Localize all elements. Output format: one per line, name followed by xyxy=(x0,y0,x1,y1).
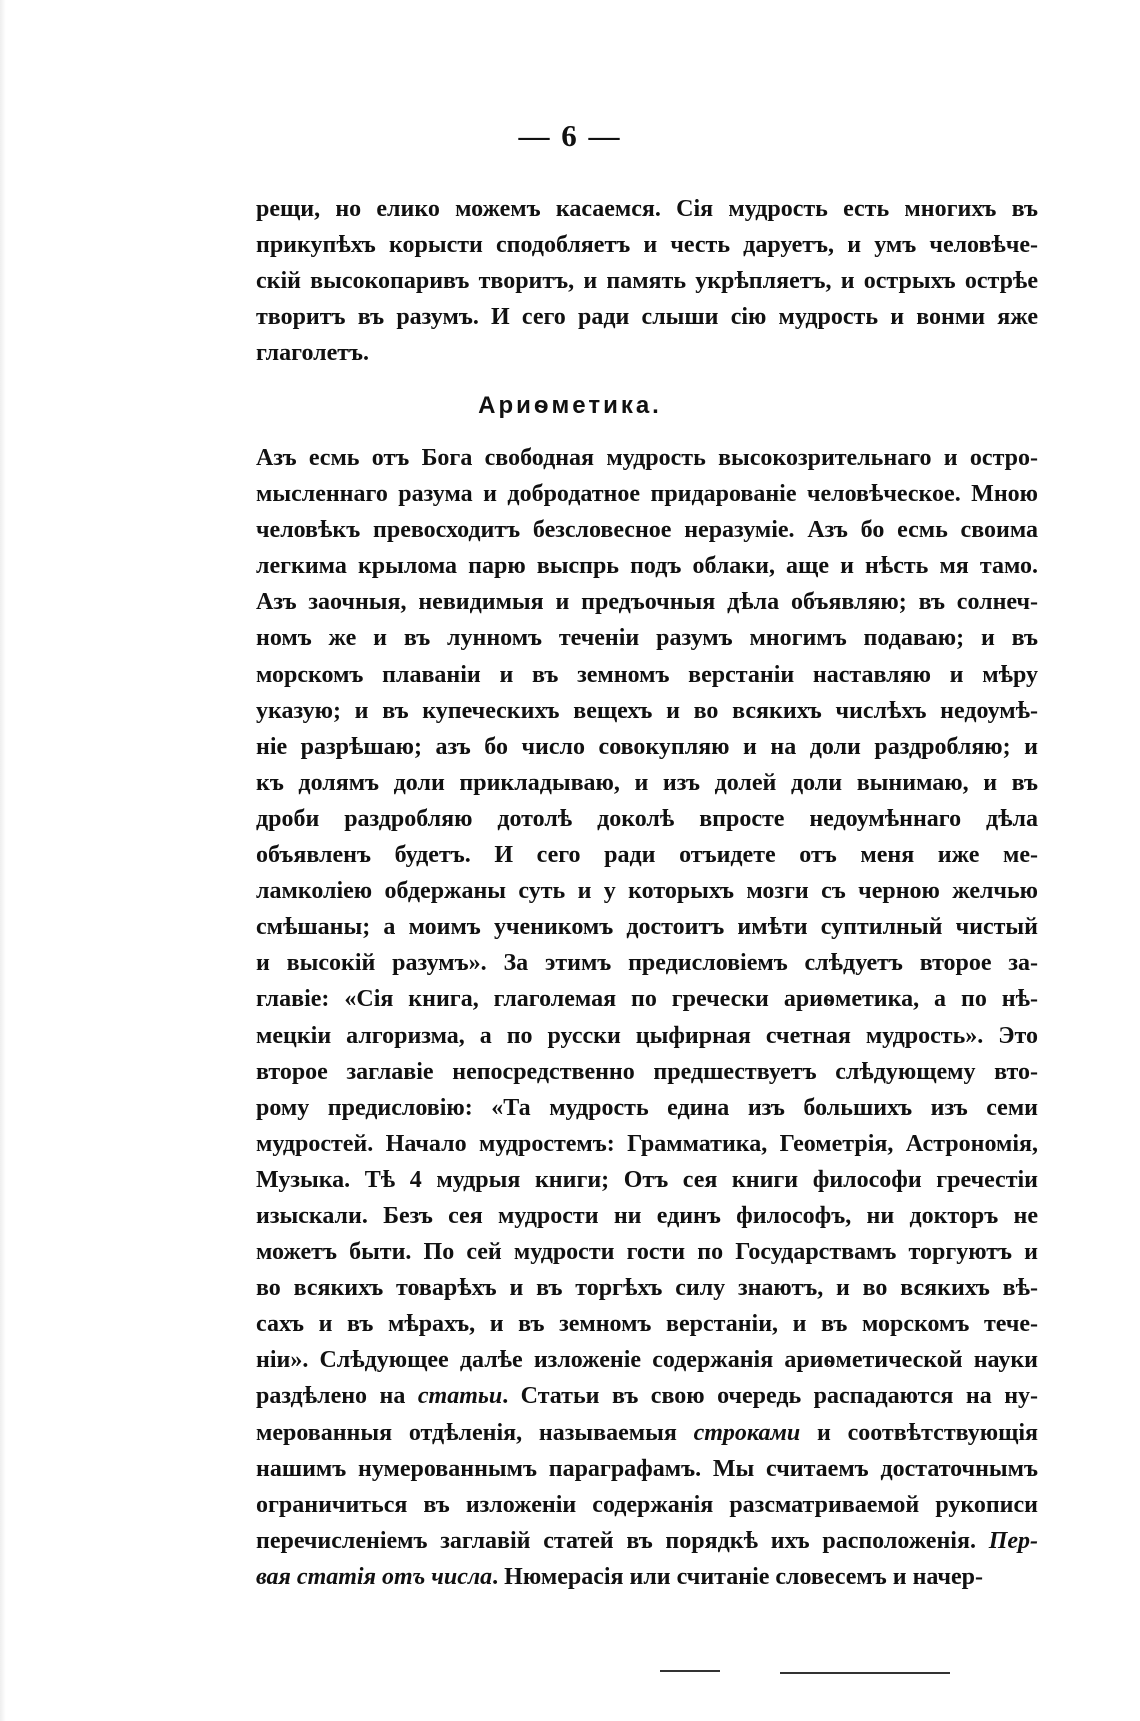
text-line xyxy=(256,657,1038,693)
text-segment: изыскали. Безъ сея мудрости ни единъ философъ, ни докторъ не xyxy=(256,1202,1038,1229)
text-line xyxy=(256,801,1038,837)
text-line xyxy=(256,1415,1038,1451)
bottom-rule-left xyxy=(660,1670,720,1672)
arithmetic-paragraph xyxy=(256,440,1038,1595)
text-segment: Азъ заочныя, невидимыя и предъочныя дѣла объявляю; въ солнеч- xyxy=(256,589,1038,616)
text-line: скій высокопаривъ творитъ, и память укрѣпляетъ, и острыхъ острѣе xyxy=(256,268,1038,295)
text-line xyxy=(256,1559,1038,1595)
text-line xyxy=(256,1198,1038,1234)
scan-edge xyxy=(0,0,6,1721)
bottom-rule-right xyxy=(780,1672,950,1674)
opening-paragraph xyxy=(256,191,1038,371)
text-segment: ніи». Слѣдующее далѣе изложеніе содержанія ариѳметической науки xyxy=(256,1347,1038,1374)
text-segment: легкима крылома парю выспрь подъ облаки, аще и нѣсть мя тамо. xyxy=(256,553,1038,580)
text-segment: номъ же и въ лунномъ теченіи разумъ многимъ подаваю; и въ xyxy=(256,625,1038,652)
text-line: глаголетъ. xyxy=(256,340,370,367)
text-line xyxy=(256,765,1038,801)
text-segment: объявленъ будетъ. И сего ради отъидете отъ меня иже ме- xyxy=(256,842,1038,869)
text-segment: раздѣлено на xyxy=(256,1383,418,1410)
text-segment: указую; и въ купеческихъ вещехъ и во всякихъ числѣхъ недоумѣ- xyxy=(256,697,1038,724)
text-segment: мысленнаго разума и добродатное придарованіе человѣческое. Мною xyxy=(256,481,1038,508)
text-line xyxy=(256,693,1038,729)
text-line xyxy=(256,873,1038,909)
text-segment: Азъ есмь отъ Бога свободная мудрость высокозрительнаго и остро- xyxy=(256,445,1038,471)
text-line xyxy=(256,584,1038,620)
text-segment: второе заглавіе непосредственно предшествуетъ слѣдующему вто- xyxy=(256,1058,1038,1085)
text-line xyxy=(256,476,1038,512)
text-segment: дроби раздробляю дотолѣ доколѣ впросте недоумѣннаго дѣла xyxy=(256,805,1038,832)
text-line: рещи, но елико можемъ касаемся. Сія мудрость есть многихъ въ xyxy=(256,196,1038,222)
text-segment: Музыка. Тѣ 4 мудрыя книги; Отъ сея книги философи гречестіи xyxy=(256,1166,1038,1193)
text-line xyxy=(256,909,1038,945)
text-segment: . Статьи въ свою очередь распадаются на ну- xyxy=(502,1383,1038,1410)
text-line xyxy=(256,1162,1038,1198)
text-line xyxy=(256,945,1038,981)
text-line xyxy=(256,620,1038,656)
text-segment: перечисленіемъ заглавій статей въ порядкѣ ихъ расположенія. xyxy=(256,1527,989,1554)
text-segment: мудростей. Начало мудростемъ: Грамматика, Геометрія, Астрономія, xyxy=(256,1130,1038,1157)
italic-term: строками xyxy=(693,1419,801,1446)
text-line xyxy=(256,1378,1038,1414)
text-line xyxy=(256,837,1038,873)
text-line xyxy=(256,1054,1038,1090)
text-line xyxy=(256,1234,1038,1270)
text-segment: и высокій разумъ». За этимъ предисловіемъ слѣдуетъ второе за- xyxy=(256,950,1038,977)
text-line xyxy=(256,512,1038,548)
page-number: — 6 — xyxy=(518,118,622,153)
italic-term: Пер- xyxy=(988,1527,1038,1554)
text-segment: . Нюмерасія или считаніе словесемъ и начер- xyxy=(492,1563,983,1590)
text-segment: во всякихъ товарѣхъ и въ торгѣхъ силу знаютъ, и во всякихъ вѣ- xyxy=(256,1275,1038,1302)
text-line xyxy=(256,1126,1038,1162)
text-segment: главіе: «Сія книга, глаголемая по гречески ариѳметика, а по нѣ- xyxy=(256,986,1038,1013)
text-segment: мерованныя отдѣленія, называемыя xyxy=(256,1419,694,1446)
text-line xyxy=(256,1487,1038,1523)
text-line xyxy=(256,1451,1038,1487)
text-line xyxy=(256,981,1038,1017)
text-segment: смѣшаны; а моимъ ученикомъ достоитъ имѣти суптилный чистый xyxy=(256,914,1038,941)
text-segment: можетъ быти. По сей мудрости гости по Государствамъ торгуютъ и xyxy=(256,1239,1038,1266)
text-segment: рому предисловію: «Та мудрость едина изъ большихъ изъ семи xyxy=(256,1094,1038,1121)
text-segment: мецкіи алгоризма, а по русски цыфирная счетная мудрость». Это xyxy=(256,1022,1038,1049)
text-segment: морскомъ плаваніи и въ земномъ верстаніи наставляю и мѣру xyxy=(256,661,1038,688)
italic-term: статьи xyxy=(417,1383,503,1410)
text-segment: человѣкъ превосходитъ безсловесное неразуміе. Азъ бо есмь своима xyxy=(256,517,1038,544)
text-segment: ограничиться въ изложеніи содержанія разсматриваемой рукописи xyxy=(256,1491,1038,1518)
text-line xyxy=(256,1090,1038,1126)
text-segment: и соотвѣтствующія xyxy=(800,1419,1038,1446)
text-line xyxy=(256,729,1038,765)
text-segment: нашимъ нумерованнымъ параграфамъ. Мы считаемъ достаточнымъ xyxy=(256,1455,1038,1482)
text-segment: ламколіею обдержаны суть и у которыхъ мозги съ черною желчью xyxy=(256,878,1038,905)
text-line xyxy=(256,1018,1038,1054)
section-heading: Ариѳметика. xyxy=(478,392,662,419)
text-segment: сахъ и въ мѣрахъ, и въ земномъ верстаніи, и въ морскомъ тече- xyxy=(256,1311,1038,1338)
text-line: творитъ въ разумъ. И сего ради слыши сію мудрость и вонми яже xyxy=(256,304,1038,331)
text-line xyxy=(256,548,1038,584)
text-line xyxy=(256,1306,1038,1342)
text-line: прикупѣхъ корысти сподобляетъ и честь даруетъ, и умъ человѣче- xyxy=(256,232,1038,259)
text-line xyxy=(256,1523,1038,1559)
text-segment: ніе разрѣшаю; азъ бо число совокупляю и на доли раздробляю; и xyxy=(256,733,1038,760)
text-line xyxy=(256,440,1038,476)
text-line xyxy=(256,1342,1038,1378)
text-segment: къ долямъ доли прикладываю, и изъ долей доли вынимаю, и въ xyxy=(256,769,1038,796)
text-line xyxy=(256,1270,1038,1306)
italic-term: вая статія отъ числа xyxy=(256,1563,493,1590)
